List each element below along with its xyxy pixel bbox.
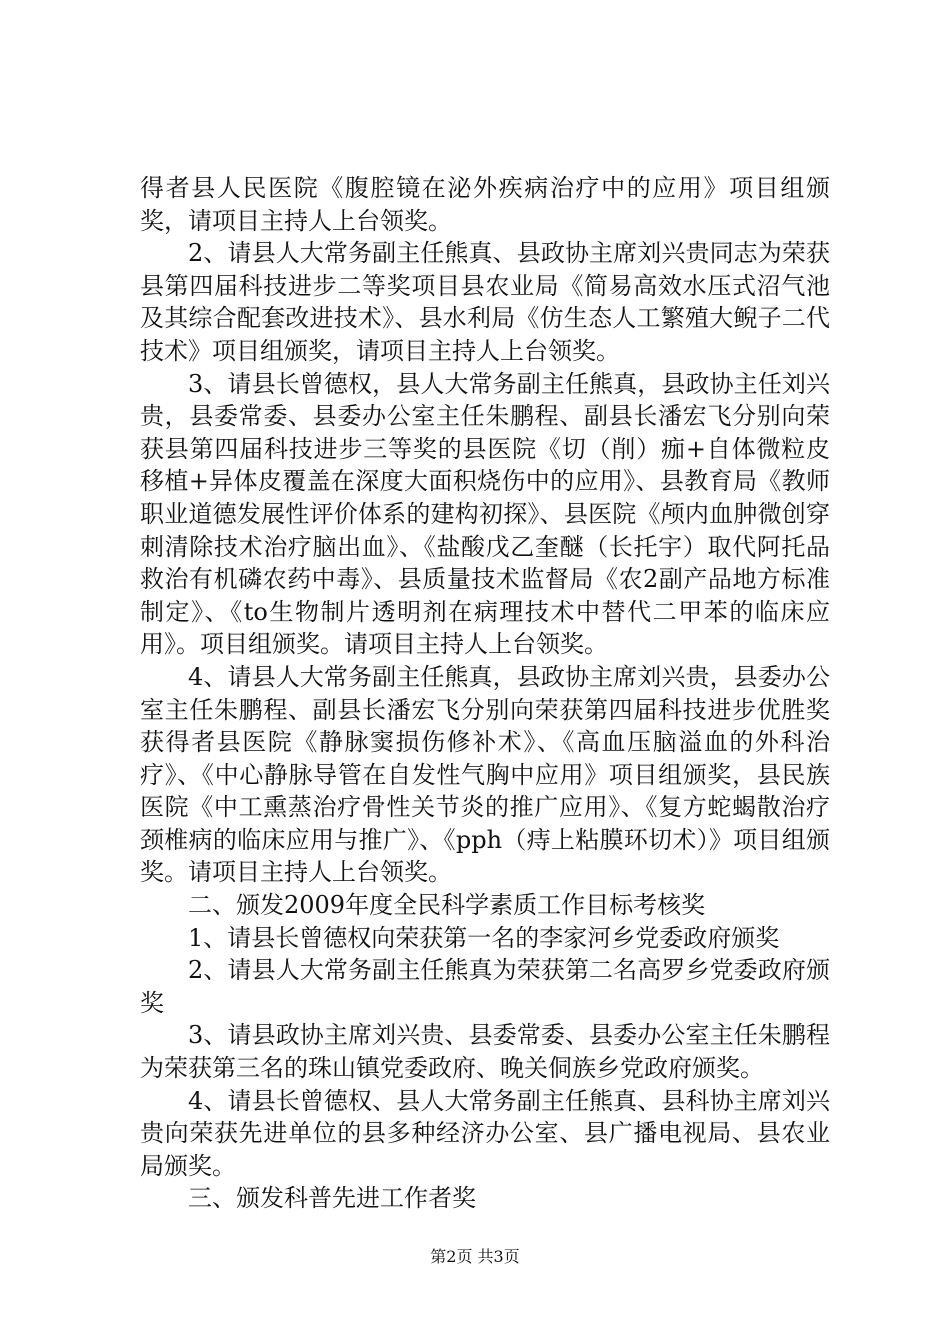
paragraph-section2-item-4: 4、请县长曾德权、县人大常务副主任熊真、县科协主席刘兴贵向荣获先进单位的县多种经济办公室、县广播电视局、县农业局颁奖。: [140, 1086, 830, 1180]
section-heading-2: 二、颁发2009年度全民科学素质工作目标考核奖: [188, 891, 706, 920]
paragraph-section2-item-3: 3、请县政协主席刘兴贵、县委常委、县委办公室主任朱鹏程为荣获第三名的珠山镇党委政府、晚关侗族乡党政府颁奖。: [140, 1021, 830, 1083]
paragraph-section2-item-1: 1、请县长曾德权向荣获第一名的李家河乡党委政府颁奖: [188, 923, 780, 952]
paragraph-award-item-3: 3、请县长曾德权，县人大常务副主任熊真，县政协主任刘兴贵，县委常委、县委办公室主任朱鹏程、副县长潘宏飞分别向荣获县第四届科技进步三等奖的县医院《切（削）痂+自体微粒皮移植+异体皮覆盖在深度大面积烧伤中的应用》、县教育局《教师职业道德发展性评价体系的建构初探》、县医院《颅内血肿微创穿刺清除技术治疗脑出血》、《盐酸戊乙奎醚（长托宇）取代阿托品救治有机磷农药中毒》、县质量技术监督局《农2副产品地方标准制定》、《to生物制片透明剂在病理技术中替代二甲苯的临床应用》。项目组颁奖。请项目主持人上台领奖。: [140, 369, 830, 659]
page-footer: [0, 1244, 950, 1267]
document-body: [140, 172, 830, 1215]
paragraph-award-item-4: 4、请县人大常务副主任熊真，县政协主席刘兴贵，县委办公室主任朱鹏程、副县长潘宏飞分别向荣获第四届科技进步优胜奖获得者县医院《静脉窦损伤修补术》、《高血压脑溢血的外科治疗》、《中心静脉导管在自发性气胸中应用》项目组颁奖，县民族医院《中工熏蒸治疗骨性关节炎的推广应用》、《复方蛇蝎散治疗颈椎病的临床应用与推广》、《pph（痔上粘膜环切术）》项目组颁奖。请项目主持人上台领奖。: [140, 662, 830, 887]
section-heading-3: 三、颁发科普先进工作者奖: [188, 1184, 476, 1213]
page-number-label: 第2页 共3页: [430, 1247, 520, 1266]
paragraph-section2-item-2: 2、请县人大常务副主任熊真为荣获第二名高罗乡党委政府颁奖: [140, 956, 830, 1017]
paragraph-award-item-2: 2、请县人大常务副主任熊真、县政协主席刘兴贵同志为荣获县第四届科技进步二等奖项目县农业局《简易高效水压式沼气池及其综合配套改进技术》、县水利局《仿生态人工繁殖大鲵子二代技术》项目组颁奖，请项目主持人上台领奖。: [140, 239, 830, 365]
paragraph-continuation: 得者县人民医院《腹腔镜在泌外疾病治疗中的应用》项目组颁奖，请项目主持人上台领奖。: [140, 174, 830, 235]
